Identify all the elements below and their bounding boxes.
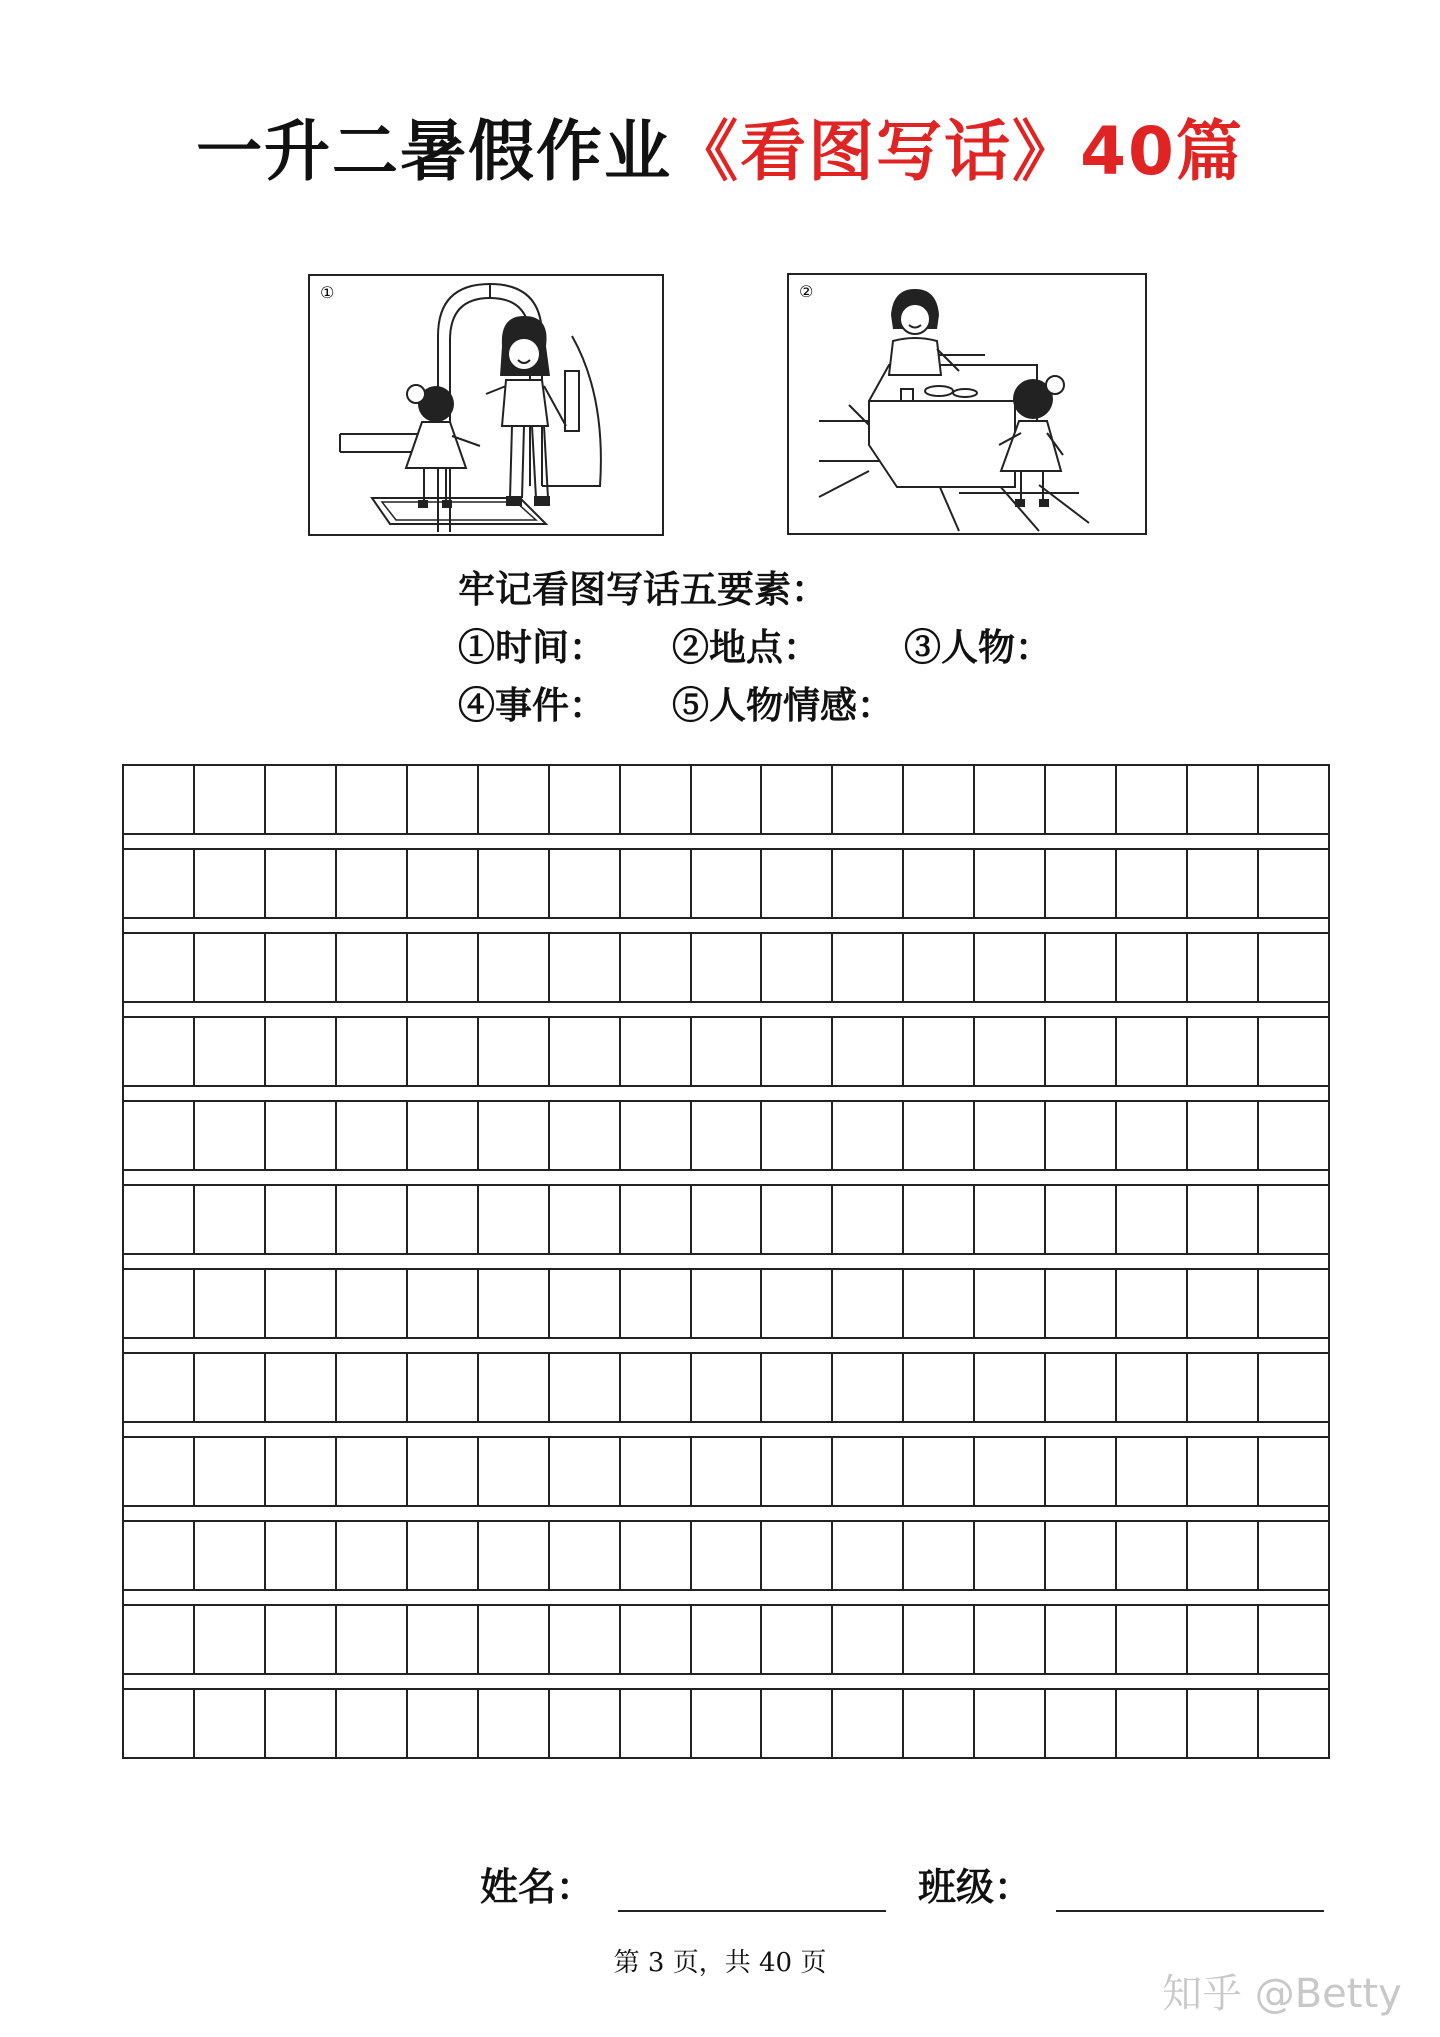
grid-cell[interactable] <box>1188 1018 1259 1085</box>
girl-greeting-at-door-picture <box>308 274 664 536</box>
grid-cell[interactable] <box>762 1186 833 1253</box>
grid-cell[interactable] <box>337 766 408 833</box>
grid-cell[interactable] <box>692 934 763 1001</box>
grid-cell[interactable] <box>479 850 550 917</box>
grid-cell[interactable] <box>1046 1186 1117 1253</box>
grid-cell[interactable] <box>479 1522 550 1589</box>
grid-cell[interactable] <box>1117 850 1188 917</box>
grid-cell[interactable] <box>550 1102 621 1169</box>
element-place: ②地点： <box>672 625 820 669</box>
grid-cell[interactable] <box>195 1186 266 1253</box>
grid-cell[interactable] <box>692 1018 763 1085</box>
grid-cell[interactable] <box>408 1102 479 1169</box>
grid-row <box>122 848 1330 919</box>
element-time: ①时间： <box>458 625 606 669</box>
grid-cell[interactable] <box>904 1354 975 1421</box>
grid-cell[interactable] <box>1117 1018 1188 1085</box>
grid-cell[interactable] <box>975 1354 1046 1421</box>
grid-cell[interactable] <box>762 1102 833 1169</box>
grid-cell[interactable] <box>833 1186 904 1253</box>
grid-cell[interactable] <box>621 1606 692 1673</box>
grid-cell[interactable] <box>1046 1438 1117 1505</box>
page-number: 第 3 页，共 40 页 <box>613 1948 827 1978</box>
grid-cell[interactable] <box>1188 850 1259 917</box>
grid-cell[interactable] <box>1117 934 1188 1001</box>
grid-cell[interactable] <box>1117 1606 1188 1673</box>
grid-cell[interactable] <box>124 1522 195 1589</box>
grid-cell[interactable] <box>337 1438 408 1505</box>
title-main: 一升二暑假作业 <box>196 113 673 190</box>
grid-row-gap <box>122 1591 1330 1604</box>
picture-2-illustration <box>789 275 1145 533</box>
grid-cell[interactable] <box>337 1270 408 1337</box>
five-elements-box <box>458 560 1052 734</box>
grid-cell[interactable] <box>621 1018 692 1085</box>
grid-cell[interactable] <box>1188 1270 1259 1337</box>
grid-cell[interactable] <box>762 850 833 917</box>
grid-cell[interactable] <box>195 1102 266 1169</box>
grid-cell[interactable] <box>550 1270 621 1337</box>
elements-row-1 <box>458 618 1052 676</box>
grid-cell[interactable] <box>337 1522 408 1589</box>
grid-cell[interactable] <box>904 1186 975 1253</box>
grid-cell[interactable] <box>1046 1690 1117 1757</box>
grid-cell[interactable] <box>124 1354 195 1421</box>
grid-cell[interactable] <box>762 1438 833 1505</box>
grid-cell[interactable] <box>904 766 975 833</box>
grid-cell[interactable] <box>195 1438 266 1505</box>
grid-cell[interactable] <box>1259 1438 1328 1505</box>
grid-cell[interactable] <box>124 1186 195 1253</box>
grid-cell[interactable] <box>621 1690 692 1757</box>
grid-row <box>122 1268 1330 1339</box>
grid-cell[interactable] <box>1046 1606 1117 1673</box>
grid-cell[interactable] <box>266 766 337 833</box>
grid-cell[interactable] <box>408 1522 479 1589</box>
elements-row-2 <box>458 676 894 734</box>
grid-row-gap <box>122 1675 1330 1688</box>
grid-cell[interactable] <box>975 1690 1046 1757</box>
grid-cell[interactable] <box>1046 1354 1117 1421</box>
grid-cell[interactable] <box>124 1690 195 1757</box>
grid-cell[interactable] <box>550 1690 621 1757</box>
grid-cell[interactable] <box>124 1606 195 1673</box>
grid-cell[interactable] <box>266 1606 337 1673</box>
grid-cell[interactable] <box>479 1186 550 1253</box>
grid-cell[interactable] <box>266 934 337 1001</box>
grid-row-gap <box>122 1255 1330 1268</box>
grid-cell[interactable] <box>479 1606 550 1673</box>
grid-cell[interactable] <box>124 1102 195 1169</box>
grid-cell[interactable] <box>1046 766 1117 833</box>
grid-cell[interactable] <box>337 1690 408 1757</box>
grid-cell[interactable] <box>1188 1690 1259 1757</box>
grid-cell[interactable] <box>1046 1522 1117 1589</box>
grid-cell[interactable] <box>692 1690 763 1757</box>
grid-cell[interactable] <box>337 934 408 1001</box>
grid-cell[interactable] <box>1046 1102 1117 1169</box>
grid-cell[interactable] <box>479 1018 550 1085</box>
name-field[interactable] <box>618 1910 886 1912</box>
grid-cell[interactable] <box>692 1606 763 1673</box>
grid-row <box>122 764 1330 835</box>
grid-cell[interactable] <box>479 766 550 833</box>
grid-cell[interactable] <box>408 1018 479 1085</box>
grid-row <box>122 1436 1330 1507</box>
grid-cell[interactable] <box>266 1018 337 1085</box>
grid-cell[interactable] <box>1259 1186 1328 1253</box>
grid-cell[interactable] <box>621 934 692 1001</box>
grid-cell[interactable] <box>975 1522 1046 1589</box>
grid-cell[interactable] <box>1259 1354 1328 1421</box>
grid-cell[interactable] <box>975 766 1046 833</box>
grid-cell[interactable] <box>692 1186 763 1253</box>
grid-cell[interactable] <box>479 1438 550 1505</box>
grid-cell[interactable] <box>1117 1438 1188 1505</box>
grid-row-gap <box>122 1507 1330 1520</box>
grid-cell[interactable] <box>1188 1354 1259 1421</box>
grid-cell[interactable] <box>1117 1186 1188 1253</box>
grid-cell[interactable] <box>337 1186 408 1253</box>
grid-row <box>122 1352 1330 1423</box>
grid-cell[interactable] <box>833 1354 904 1421</box>
grid-cell[interactable] <box>479 934 550 1001</box>
grid-cell[interactable] <box>266 1186 337 1253</box>
grid-cell[interactable] <box>195 1270 266 1337</box>
grid-cell[interactable] <box>550 1606 621 1673</box>
grid-cell[interactable] <box>904 850 975 917</box>
grid-cell[interactable] <box>408 1438 479 1505</box>
grid-cell[interactable] <box>266 1690 337 1757</box>
grid-cell[interactable] <box>1259 1690 1328 1757</box>
grid-cell[interactable] <box>195 1690 266 1757</box>
name-label: 姓名： <box>480 1864 595 1909</box>
grid-cell[interactable] <box>1117 1690 1188 1757</box>
grid-cell[interactable] <box>550 850 621 917</box>
grid-cell[interactable] <box>621 766 692 833</box>
grid-cell[interactable] <box>479 1690 550 1757</box>
grid-cell[interactable] <box>550 1186 621 1253</box>
grid-cell[interactable] <box>904 1606 975 1673</box>
grid-cell[interactable] <box>692 1270 763 1337</box>
grid-cell[interactable] <box>762 1606 833 1673</box>
grid-row <box>122 1184 1330 1255</box>
grid-cell[interactable] <box>1188 1186 1259 1253</box>
grid-cell[interactable] <box>904 1522 975 1589</box>
title-count: 40篇 <box>1080 113 1244 190</box>
grid-cell[interactable] <box>975 1606 1046 1673</box>
grid-cell[interactable] <box>692 1438 763 1505</box>
picture-1-illustration <box>310 276 662 534</box>
grid-cell[interactable] <box>975 1438 1046 1505</box>
writing-grid[interactable] <box>122 764 1330 1759</box>
grid-row-gap <box>122 1423 1330 1436</box>
grid-cell[interactable] <box>195 934 266 1001</box>
grid-cell[interactable] <box>337 850 408 917</box>
grid-cell[interactable] <box>408 1606 479 1673</box>
grid-cell[interactable] <box>1259 1606 1328 1673</box>
grid-cell[interactable] <box>762 1522 833 1589</box>
grid-cell[interactable] <box>762 934 833 1001</box>
grid-row <box>122 1604 1330 1675</box>
grid-cell[interactable] <box>266 1354 337 1421</box>
grid-cell[interactable] <box>833 1690 904 1757</box>
grid-cell[interactable] <box>621 1102 692 1169</box>
grid-cell[interactable] <box>479 1102 550 1169</box>
grid-cell[interactable] <box>1188 934 1259 1001</box>
grid-cell[interactable] <box>550 934 621 1001</box>
grid-cell[interactable] <box>1259 1522 1328 1589</box>
grid-cell[interactable] <box>124 850 195 917</box>
grid-cell[interactable] <box>550 1018 621 1085</box>
grid-cell[interactable] <box>975 850 1046 917</box>
grid-cell[interactable] <box>337 1102 408 1169</box>
grid-cell[interactable] <box>975 1102 1046 1169</box>
grid-cell[interactable] <box>1117 1102 1188 1169</box>
grid-row <box>122 932 1330 1003</box>
grid-cell[interactable] <box>1046 850 1117 917</box>
grid-cell[interactable] <box>195 766 266 833</box>
grid-cell[interactable] <box>1117 1270 1188 1337</box>
grid-cell[interactable] <box>337 1018 408 1085</box>
grid-cell[interactable] <box>408 850 479 917</box>
grid-cell[interactable] <box>975 1018 1046 1085</box>
grid-cell[interactable] <box>266 1522 337 1589</box>
grid-row <box>122 1688 1330 1759</box>
grid-cell[interactable] <box>337 1606 408 1673</box>
grid-cell[interactable] <box>1259 1102 1328 1169</box>
grid-cell[interactable] <box>1259 1018 1328 1085</box>
grid-cell[interactable] <box>266 850 337 917</box>
picture-1-number: ① <box>320 283 335 302</box>
grid-row <box>122 1520 1330 1591</box>
grid-cell[interactable] <box>1117 766 1188 833</box>
grid-cell[interactable] <box>124 1018 195 1085</box>
grid-cell[interactable] <box>833 1606 904 1673</box>
grid-cell[interactable] <box>833 1438 904 1505</box>
class-label: 班级： <box>918 1864 1033 1909</box>
grid-cell[interactable] <box>1259 934 1328 1001</box>
title-book: 《看图写话》 <box>672 113 1081 190</box>
grid-cell[interactable] <box>550 766 621 833</box>
grid-cell[interactable] <box>408 1354 479 1421</box>
grid-cell[interactable] <box>904 934 975 1001</box>
grid-cell[interactable] <box>1188 1606 1259 1673</box>
grid-cell[interactable] <box>621 1186 692 1253</box>
girl-at-shop-counter-picture <box>787 273 1147 535</box>
grid-cell[interactable] <box>621 1438 692 1505</box>
grid-cell[interactable] <box>1259 850 1328 917</box>
watermark: 知乎 @Betty <box>1162 1971 1402 2017</box>
grid-cell[interactable] <box>1117 1522 1188 1589</box>
grid-cell[interactable] <box>692 1354 763 1421</box>
grid-cell[interactable] <box>762 1690 833 1757</box>
grid-row-gap <box>122 1003 1330 1016</box>
grid-cell[interactable] <box>762 766 833 833</box>
grid-cell[interactable] <box>408 1270 479 1337</box>
grid-cell[interactable] <box>1046 1270 1117 1337</box>
grid-cell[interactable] <box>1188 1438 1259 1505</box>
grid-cell[interactable] <box>621 1354 692 1421</box>
grid-cell[interactable] <box>692 1522 763 1589</box>
grid-cell[interactable] <box>1188 1522 1259 1589</box>
grid-cell[interactable] <box>124 934 195 1001</box>
grid-cell[interactable] <box>833 934 904 1001</box>
grid-cell[interactable] <box>195 1018 266 1085</box>
grid-row <box>122 1016 1330 1087</box>
grid-cell[interactable] <box>833 1522 904 1589</box>
grid-row-gap <box>122 1339 1330 1352</box>
grid-cell[interactable] <box>124 766 195 833</box>
grid-cell[interactable] <box>762 1354 833 1421</box>
grid-cell[interactable] <box>195 1606 266 1673</box>
grid-cell[interactable] <box>621 850 692 917</box>
grid-cell[interactable] <box>408 1690 479 1757</box>
grid-cell[interactable] <box>479 1270 550 1337</box>
grid-cell[interactable] <box>904 1018 975 1085</box>
grid-cell[interactable] <box>833 1102 904 1169</box>
grid-cell[interactable] <box>975 934 1046 1001</box>
elements-heading: 牢记看图写话五要素： <box>458 567 828 611</box>
picture-2-number: ② <box>799 282 814 301</box>
grid-cell[interactable] <box>762 1270 833 1337</box>
grid-cell[interactable] <box>904 1270 975 1337</box>
grid-cell[interactable] <box>1117 1354 1188 1421</box>
grid-cell[interactable] <box>479 1354 550 1421</box>
grid-cell[interactable] <box>833 1270 904 1337</box>
grid-cell[interactable] <box>833 766 904 833</box>
grid-cell[interactable] <box>904 1102 975 1169</box>
grid-cell[interactable] <box>408 934 479 1001</box>
grid-cell[interactable] <box>266 1270 337 1337</box>
grid-cell[interactable] <box>621 1270 692 1337</box>
page-title <box>0 112 1440 192</box>
grid-cell[interactable] <box>266 1102 337 1169</box>
grid-cell[interactable] <box>1259 1270 1328 1337</box>
grid-cell[interactable] <box>550 1438 621 1505</box>
grid-cell[interactable] <box>692 766 763 833</box>
grid-cell[interactable] <box>904 1438 975 1505</box>
grid-cell[interactable] <box>337 1354 408 1421</box>
grid-cell[interactable] <box>195 1522 266 1589</box>
grid-cell[interactable] <box>1259 766 1328 833</box>
grid-cell[interactable] <box>124 1438 195 1505</box>
grid-cell[interactable] <box>1046 1018 1117 1085</box>
grid-cell[interactable] <box>408 766 479 833</box>
element-people: ③人物： <box>904 625 1052 669</box>
grid-cell[interactable] <box>833 850 904 917</box>
grid-cell[interactable] <box>975 1270 1046 1337</box>
grid-cell[interactable] <box>762 1018 833 1085</box>
grid-cell[interactable] <box>124 1270 195 1337</box>
grid-cell[interactable] <box>550 1522 621 1589</box>
grid-cell[interactable] <box>408 1186 479 1253</box>
grid-cell[interactable] <box>904 1690 975 1757</box>
grid-cell[interactable] <box>266 1438 337 1505</box>
grid-cell[interactable] <box>195 1354 266 1421</box>
grid-row-gap <box>122 1171 1330 1184</box>
grid-cell[interactable] <box>1188 766 1259 833</box>
grid-cell[interactable] <box>1188 1102 1259 1169</box>
grid-cell[interactable] <box>1046 934 1117 1001</box>
grid-cell[interactable] <box>550 1354 621 1421</box>
grid-cell[interactable] <box>975 1186 1046 1253</box>
class-field[interactable] <box>1056 1910 1324 1912</box>
element-event: ④事件： <box>458 683 606 727</box>
grid-cell[interactable] <box>195 850 266 917</box>
grid-row <box>122 1100 1330 1171</box>
grid-row-gap <box>122 1087 1330 1100</box>
grid-cell[interactable] <box>621 1522 692 1589</box>
grid-cell[interactable] <box>692 1102 763 1169</box>
grid-row-gap <box>122 919 1330 932</box>
grid-cell[interactable] <box>833 1018 904 1085</box>
grid-cell[interactable] <box>692 850 763 917</box>
grid-row-gap <box>122 835 1330 848</box>
element-emotion: ⑤人物情感： <box>672 683 894 727</box>
